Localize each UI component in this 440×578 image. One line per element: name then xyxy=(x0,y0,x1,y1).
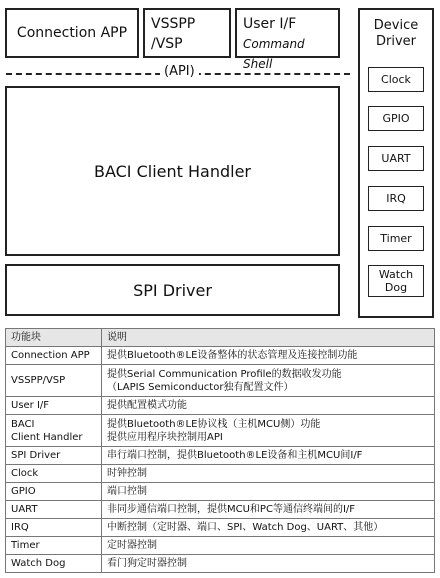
vsspp-vsp-block xyxy=(143,8,231,58)
irq-driver-box: IRQ xyxy=(368,186,424,211)
uart-driver-box: UART xyxy=(368,146,424,171)
command-shell-label: Command Shell xyxy=(243,37,305,71)
baci-client-handler-block xyxy=(5,86,340,256)
description-cell: 时钟控制 xyxy=(102,465,435,483)
block-name-cell: GPIO xyxy=(6,483,102,501)
table-row xyxy=(6,537,435,555)
table-row xyxy=(6,447,435,465)
baci-label: BACI Client Handler xyxy=(93,161,252,181)
block-name-cell: Timer xyxy=(6,537,102,555)
block-name-cell: Watch Dog xyxy=(6,555,102,573)
vsspp-label: VSSPP xyxy=(151,16,196,32)
description-cell: 定时器控制 xyxy=(102,537,435,555)
description-cell: 看门狗定时器控制 xyxy=(102,555,435,573)
block-name-cell: IRQ xyxy=(6,519,102,537)
user-if-label: User I/F xyxy=(243,16,297,32)
description-cell: 非同步通信端口控制，提供MCU和PC等通信终端间的I/F xyxy=(102,501,435,519)
user-if-block xyxy=(235,8,340,71)
description-cell: 端口控制 xyxy=(102,483,435,501)
vsp-label: /VSP xyxy=(151,36,183,52)
block-name-cell: VSSPP/VSP xyxy=(6,365,102,397)
function-block-table xyxy=(5,328,435,573)
table-row xyxy=(6,501,435,519)
table-row xyxy=(6,365,435,397)
connection-app-label: Connection APP xyxy=(16,25,128,41)
description-cell: 串行端口控制，提供Bluetooth®LE设备和主机MCU间I/F xyxy=(102,447,435,465)
table-row xyxy=(6,347,435,365)
spi-label: SPI Driver xyxy=(133,280,212,300)
table-row xyxy=(6,483,435,501)
table-row xyxy=(6,519,435,537)
table-row xyxy=(6,555,435,573)
block-name-cell: Clock xyxy=(6,465,102,483)
timer-driver-box: Timer xyxy=(368,226,424,251)
api-label: (API) xyxy=(160,64,199,79)
gpio-driver-box: GPIO xyxy=(368,106,424,131)
block-name-cell: BACI Client Handler xyxy=(6,415,102,447)
description-cell: 提供Bluetooth®LE设备整体的状态管理及连接控制功能 xyxy=(102,347,435,365)
description-cell: 中断控制（定时器、端口、SPI、Watch Dog、UART、其他） xyxy=(102,519,435,537)
connection-app-block xyxy=(5,8,139,58)
device-driver-label: Device Driver xyxy=(373,18,419,49)
table-row xyxy=(6,465,435,483)
clock-driver-box: Clock xyxy=(368,67,424,92)
column-header: 功能块 xyxy=(6,329,102,347)
block-name-cell: UART xyxy=(6,501,102,519)
block-name-cell: SPI Driver xyxy=(6,447,102,465)
spi-driver-block xyxy=(5,264,340,316)
column-header: 说明 xyxy=(102,329,435,347)
description-cell: 提供配置模式功能 xyxy=(102,397,435,415)
table-row xyxy=(6,397,435,415)
watchdog-driver-box: Watch Dog xyxy=(368,265,424,297)
description-cell: 提供Serial Communication Profile的数据收发功能 （LAPIS Semiconductor独有配置文件） xyxy=(102,365,435,397)
table-header-row xyxy=(6,329,435,347)
block-name-cell: Connection APP xyxy=(6,347,102,365)
table-row xyxy=(6,415,435,447)
block-name-cell: User I/F xyxy=(6,397,102,415)
description-cell: 提供Bluetooth®LE协议栈（主机MCU侧）功能 提供应用程序块控制用API xyxy=(102,415,435,447)
